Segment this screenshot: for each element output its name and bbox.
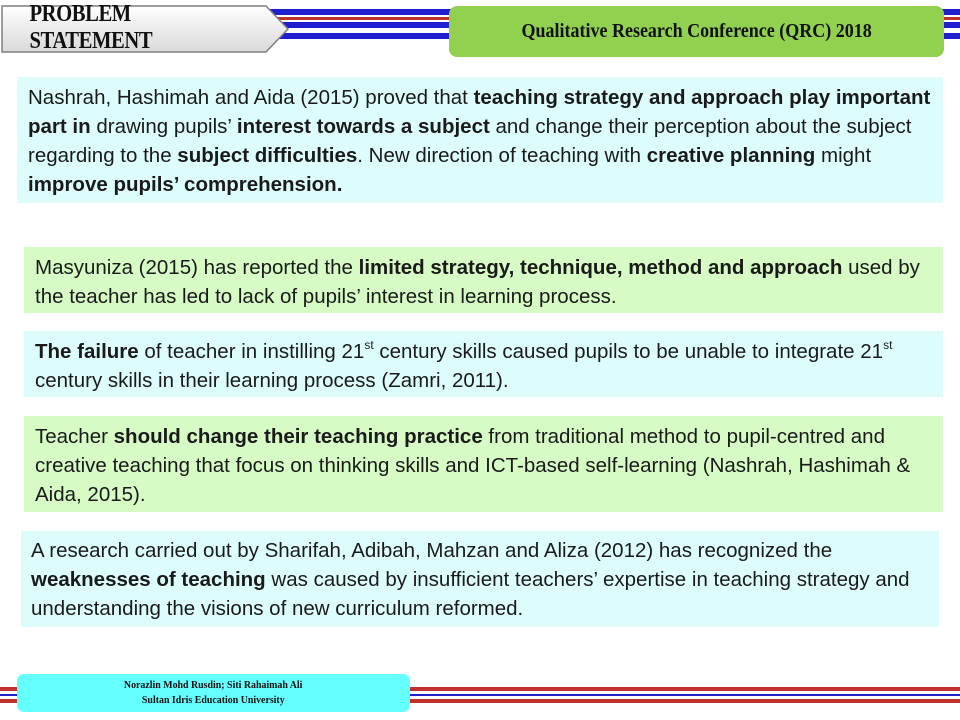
emphasis-text: improve pupils’ comprehension.	[28, 173, 343, 196]
conference-name: Qualitative Research Conference (QRC) 2018	[521, 20, 872, 42]
emphasis-text: limited strategy, technique, method and approach	[358, 256, 843, 279]
statement-text: of teacher in instilling 21	[138, 340, 365, 363]
statement-text: Nashrah, Hashimah and Aida (2015) proved that	[28, 86, 474, 109]
conference-badge	[449, 6, 944, 57]
statement-text: was caused by insufficient teachers’ expertise in teaching strategy and understanding the visions of new curriculum reformed.	[31, 568, 910, 620]
superscript-text: st	[364, 338, 374, 352]
statement-text: might	[815, 144, 872, 167]
page-title: PROBLEM STATEMENT	[29, 1, 153, 54]
emphasis-text: interest towards a subject	[236, 115, 490, 138]
title-banner	[0, 1, 290, 54]
statement-text: and change their perception about the subject regarding to the	[28, 115, 912, 167]
statement-text: century skills in their learning process (Zamri, 2011).	[35, 369, 509, 392]
statement-text: drawing pupils’	[90, 115, 237, 138]
superscript-text: st	[883, 338, 893, 352]
emphasis-text: weaknesses of teaching	[31, 568, 266, 591]
statement-text: used by the teacher has led to lack of pupils’ interest in learning process.	[35, 256, 920, 308]
statement-box-4	[24, 416, 943, 512]
statement-text: Masyuniza (2015) has reported the	[35, 256, 359, 279]
emphasis-text: subject difficulties	[177, 144, 358, 167]
statement-text: century skills caused pupils to be unable to integrate 21	[373, 340, 884, 363]
footer-stripe-red-right-2	[408, 699, 960, 703]
statement-text: . New direction of teaching with	[357, 144, 647, 167]
emphasis-text: creative planning	[646, 144, 816, 167]
statement-text: from traditional method to pupil-centred and creative teaching that focus on thinking skills and ICT-based self-learning (Nashrah, Hashimah & Aida, 2015).	[35, 425, 911, 506]
footer-university: Sultan Idris Education University	[142, 694, 285, 706]
statement-box-3	[24, 331, 943, 397]
statement-text: Teacher	[35, 425, 114, 448]
statement-box-1	[17, 77, 943, 203]
footer-stripe-red-right-1	[408, 687, 960, 691]
footer-authors: Norazlin Mohd Rusdin; Siti Rahaimah Ali	[124, 679, 303, 691]
emphasis-text: should change their teaching practice	[113, 425, 483, 448]
statement-box-2	[24, 247, 943, 313]
statement-text: A research carried out by Sharifah, Adibah, Mahzan and Aliza (2012) has recognized the	[31, 539, 833, 562]
emphasis-text: teaching strategy and approach play important part in	[28, 86, 931, 138]
footer-stripe-blue-right	[408, 694, 960, 696]
emphasis-text: The failure	[35, 340, 139, 363]
statement-box-5	[21, 531, 939, 627]
author-footer	[17, 674, 410, 712]
